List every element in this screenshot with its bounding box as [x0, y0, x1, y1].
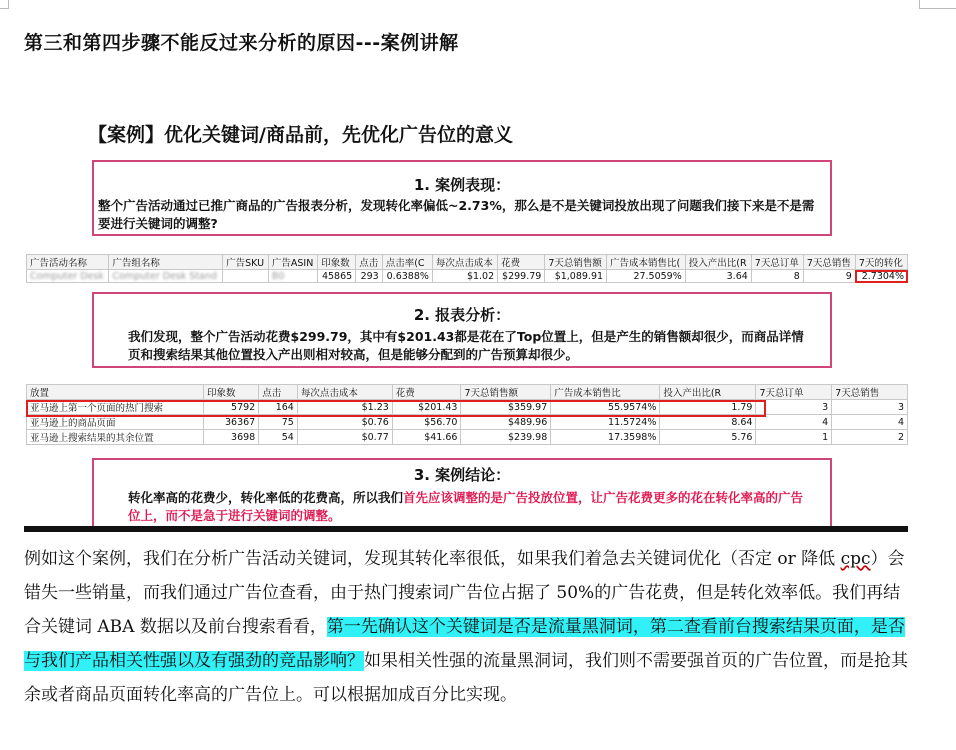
case-conclusion-box: [92, 458, 832, 528]
table-cell: 5792: [204, 400, 259, 415]
conclusion-text-emphasis-end: 而不是急于进行关键词的调整。: [165, 508, 341, 523]
table-header-cell: 点击: [259, 385, 298, 400]
table-header-cell: 7天总销售: [803, 255, 855, 270]
table-cell: 9: [803, 270, 855, 283]
table-header-cell: 印象数: [204, 385, 259, 400]
case-performance-heading: 1. 案例表现：: [413, 176, 511, 194]
case-performance-box: [92, 160, 832, 236]
table-header-cell: 广告成本销售比: [551, 385, 660, 400]
table-cell: $299.79: [498, 270, 545, 283]
table-header-cell: 广告活动名称: [27, 255, 109, 270]
table-cell: 17.3598%: [551, 430, 660, 445]
table-header-cell: 7天的转化: [855, 255, 907, 270]
table-cell: 3: [832, 400, 908, 415]
table-cell: 亚马逊上第一个页面的热门搜索: [27, 400, 204, 415]
table-header-cell: 7天总销售额: [461, 385, 551, 400]
table-header-row: [27, 255, 908, 270]
case-performance-text: 整个广告活动通过已推广商品的广告报表分析，发现转化率偏低~2.73%，那么是不是关键词投放出现了问题我们接下来是不是需要进行关键词的调整?: [98, 198, 815, 231]
table-header-cell: 放置: [27, 385, 204, 400]
table-cell: $489.96: [461, 415, 551, 430]
table-cell: $1,089.91: [545, 270, 607, 283]
table-cell: $1.02: [432, 270, 497, 283]
table-cell: $56.70: [392, 415, 461, 430]
table-header-cell: 花费: [498, 255, 545, 270]
table-cell: 1.79: [660, 400, 756, 415]
conversion-rate-cell: 2.7304%: [855, 270, 907, 283]
table-header-row: [27, 385, 908, 400]
table-header-cell: 7天总销售额: [545, 255, 607, 270]
report-analysis-heading: 2. 报表分析：: [413, 306, 511, 324]
table-cell: 3: [756, 400, 832, 415]
table-header-cell: 点击: [356, 255, 383, 270]
table-header-cell: 花费: [392, 385, 461, 400]
table-cell: 55.9574%: [551, 400, 660, 415]
table-header-cell: 广告成本销售比(: [607, 255, 686, 270]
table-cell: 11.5724%: [551, 415, 660, 430]
document-heading: 第三和第四步骤不能反过来分析的原因---案例讲解: [24, 32, 459, 54]
table-cell: $239.98: [461, 430, 551, 445]
table-header-cell: 7天总订单: [756, 385, 832, 400]
table-cell: $1.23: [297, 400, 392, 415]
table-cell: 4: [832, 415, 908, 430]
table-cell: 4: [756, 415, 832, 430]
table-cell: 36367: [204, 415, 259, 430]
spellcheck-word: cpc: [840, 549, 871, 569]
table-cell: 亚马逊上搜索结果的其余位置: [27, 430, 204, 445]
table-header-cell: 7天总订单: [751, 255, 803, 270]
table-cell: 1: [756, 430, 832, 445]
table-cell-blurred: B0: [268, 270, 317, 283]
campaign-report-table: [26, 254, 908, 283]
case-conclusion-heading: 3. 案例结论：: [413, 466, 511, 484]
table-cell: 164: [259, 400, 298, 415]
table-header-cell: 投入产出比(R: [660, 385, 756, 400]
table-cell: 293: [356, 270, 383, 283]
table-row: [27, 270, 908, 283]
table-cell: 8.64: [660, 415, 756, 430]
table-cell-blurred: Computer Desk: [27, 270, 109, 283]
table-cell: 亚马逊上的商品页面: [27, 415, 204, 430]
page-corner-mark-left: [0, 0, 9, 9]
table-cell: $359.97: [461, 400, 551, 415]
report-analysis-box: [92, 292, 832, 368]
top-placement-highlight: [26, 400, 766, 417]
table-header-cell: 广告组名称: [109, 255, 223, 270]
table-cell: 45865: [318, 270, 356, 283]
highlighted-text: 第一先确认这个关键词是否是流量黑洞词，第二查看前台搜索结果页面，是否与我们产品相关性强以及有强劲的竞品影响？: [24, 617, 905, 671]
table-cell: 54: [259, 430, 298, 445]
case-study-slide-image: [24, 82, 908, 532]
table-cell: 0.6388%: [382, 270, 432, 283]
table-header-cell: 广告SKU: [223, 255, 269, 270]
table-cell: 3698: [204, 430, 259, 445]
table-header-cell: 印象数: [318, 255, 356, 270]
slide-title: 【案例】优化关键词/商品前，先优化广告位的意义: [88, 124, 513, 146]
table-header-cell: 7天总销售: [832, 385, 908, 400]
paragraph-text: ）会错失一些销量，而我们通过广告位查看，由于热门搜索词广告位占据了 50%的广告花费，但是转化效率低。我们再结合关键词 ABA 数据以及前台搜索看看，: [24, 549, 905, 637]
table-cell: $0.77: [297, 430, 392, 445]
table-cell-blurred: Computer Desk Stand: [109, 270, 223, 283]
table-cell: $41.66: [392, 430, 461, 445]
table-cell: 27.5059%: [607, 270, 686, 283]
table-cell: 5.76: [660, 430, 756, 445]
table-cell: $0.76: [297, 415, 392, 430]
table-row: [27, 430, 908, 445]
paragraph-text: 如果相关性强的流量黑洞词，我们则不需要强首页的广告位置，而是抢其余或者商品页面转化率高的广告位上。可以根据加成百分比实现。: [24, 651, 908, 705]
table-header-cell: 点击率(C: [382, 255, 432, 270]
table-cell: 8: [751, 270, 803, 283]
table-header-cell: 投入产出比(R: [685, 255, 751, 270]
conclusion-text-plain: 转化率高的花费少，转化率低的花费高，所以我们: [128, 490, 404, 505]
table-header-cell: 广告ASIN: [268, 255, 317, 270]
body-paragraph: [24, 542, 914, 712]
table-cell: 3.64: [685, 270, 751, 283]
conclusion-text-emphasis: 首先应该调整的是广告投放位置，让广告花费更多的花在转化率高的广告位上，: [128, 490, 804, 523]
case-conclusion-text: [94, 485, 830, 525]
table-cell: 75: [259, 415, 298, 430]
report-analysis-text: 我们发现，整个广告活动花费$299.79，其中有$201.43都是花在了Top位置上，但是产生的销售额却很少，而商品详情页和搜索结果其他位置投入产出则相对较高，但是能够分配到的广告预算却很少。: [128, 329, 804, 362]
table-cell: [223, 270, 269, 283]
table-cell: $201.43: [392, 400, 461, 415]
page-corner-mark-right: [919, 0, 956, 9]
table-header-cell: 每次点击成本: [297, 385, 392, 400]
table-header-cell: 每次点击成本: [432, 255, 497, 270]
paragraph-text: 例如这个案例，我们在分析广告活动关键词，发现其转化率很低，如果我们着急去关键词优化（否定 or 降低: [24, 549, 841, 569]
table-cell: 2: [832, 430, 908, 445]
slide-bottom-caption-strip: [24, 526, 908, 532]
